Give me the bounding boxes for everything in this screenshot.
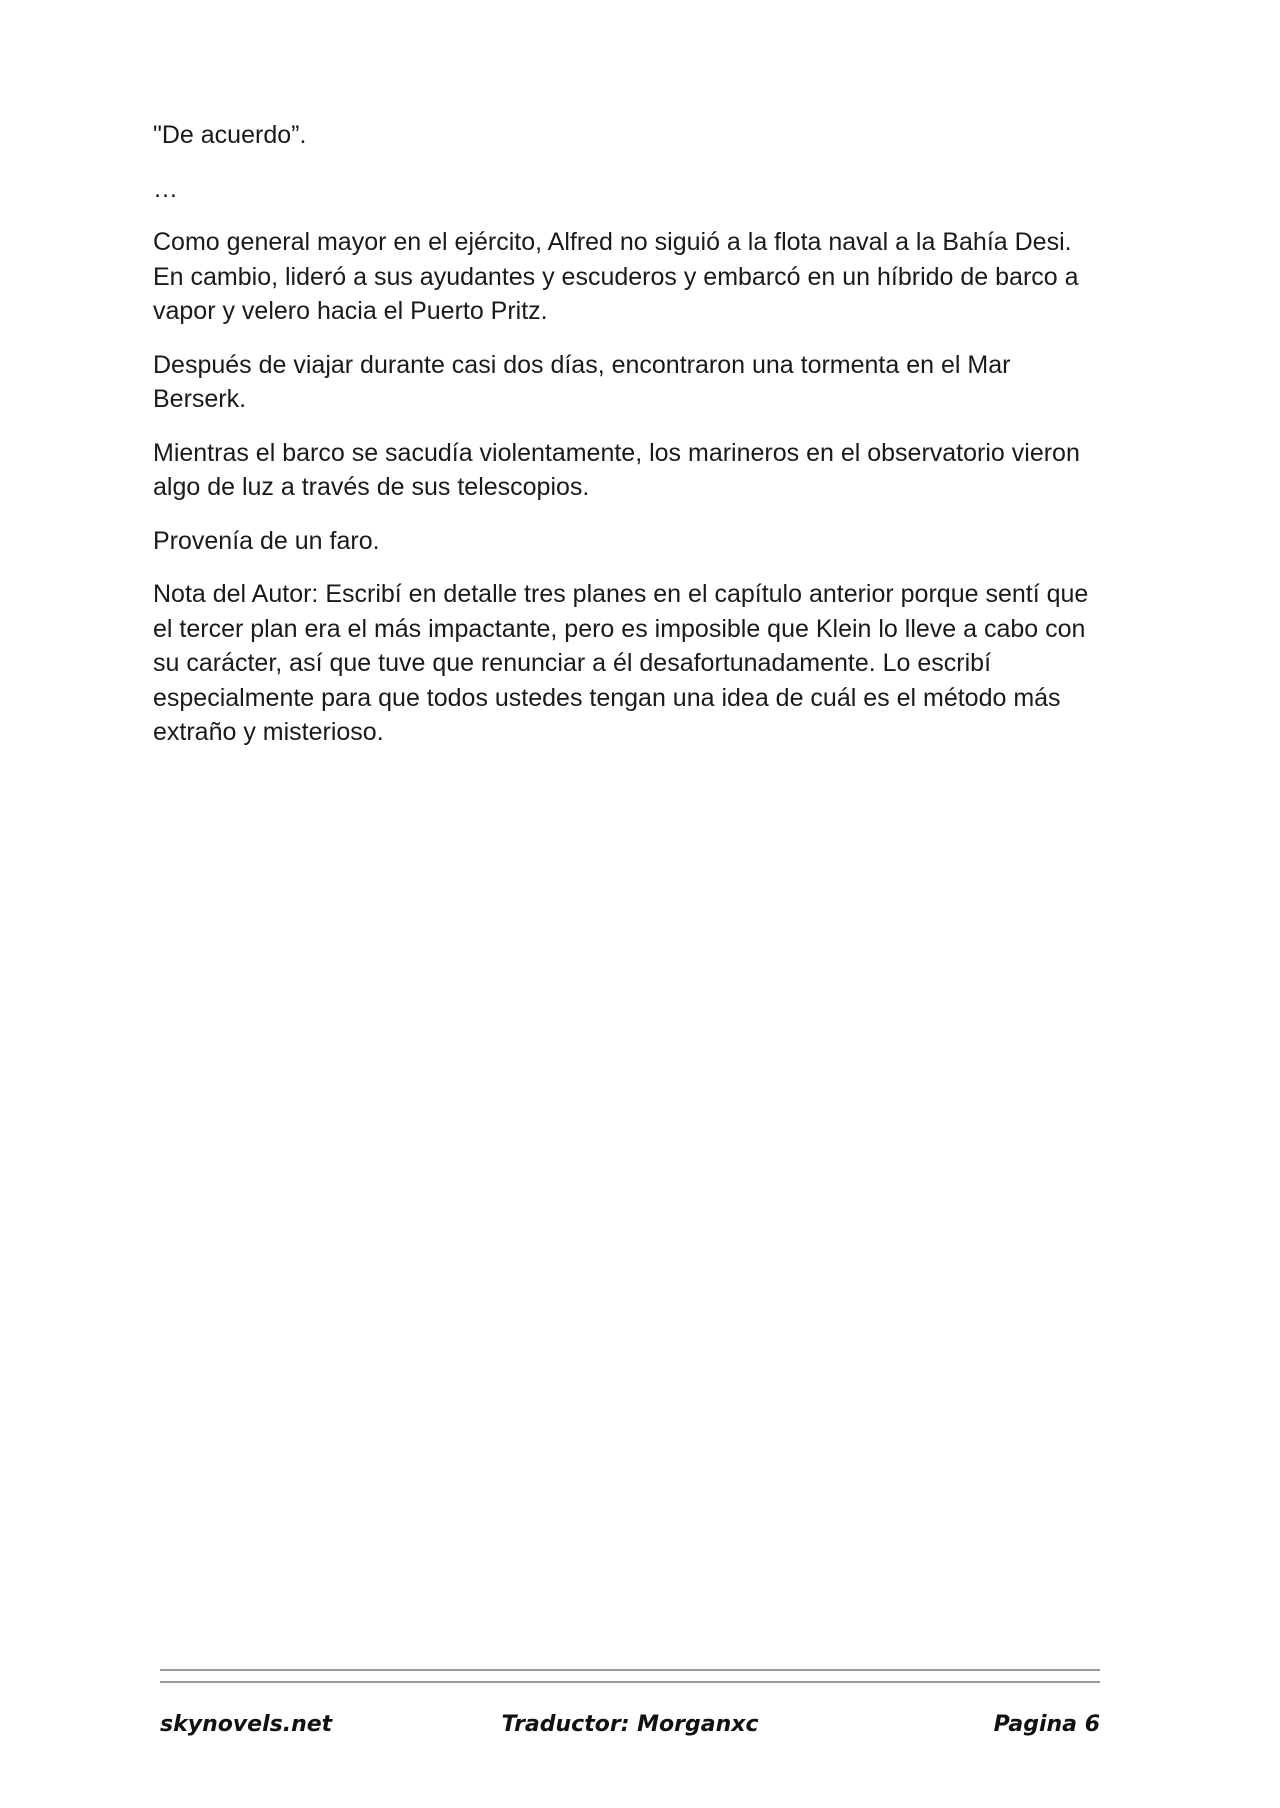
footer-rule-top [160,1669,1100,1671]
paragraph-ellipsis: … [153,174,178,203]
paragraph-agreement: "De acuerdo”. [153,121,307,149]
paragraph-author-note: Nota del Autor: Escribí en detalle tres planes en el capítulo anterior porque sentí que el tercer plan era el más impactante, pero es imposible que Klein lo lleve a cabo con su carácter, así que tuve que renunciar a él desafortunadamente. Lo escribí especialmente para que todos ustedes tengan una idea de cuál es el método más extraño y misterioso. [153,580,1089,746]
footer-translator: Traductor: Morganxc [501,1712,759,1737]
footer-site: skynovels.net [160,1712,333,1737]
paragraph-storm: Después de viajar durante casi dos días, encontraron una tormenta en el Mar Berserk. [153,350,1011,413]
paragraph-observatory: Mientras el barco se sacudía violentamente, los marineros en el observatorio vieron algo de luz a través de sus telescopios. [153,438,1080,501]
body-text [153,118,1103,769]
footer-divider [160,1669,1100,1693]
footer-rule-bottom [160,1681,1100,1683]
paragraph-alfred: Como general mayor en el ejército, Alfred no siguió a la flota naval a la Bahía Desi. En cambio, lideró a sus ayudantes y escuderos y embarcó en un híbrido de barco a vapor y velero hacia el Puerto Pritz. [153,228,1079,325]
paragraph-lighthouse: Provenía de un faro. [153,526,380,555]
page-footer [160,1712,1100,1748]
footer-page-number: Pagina 6 [993,1712,1100,1737]
